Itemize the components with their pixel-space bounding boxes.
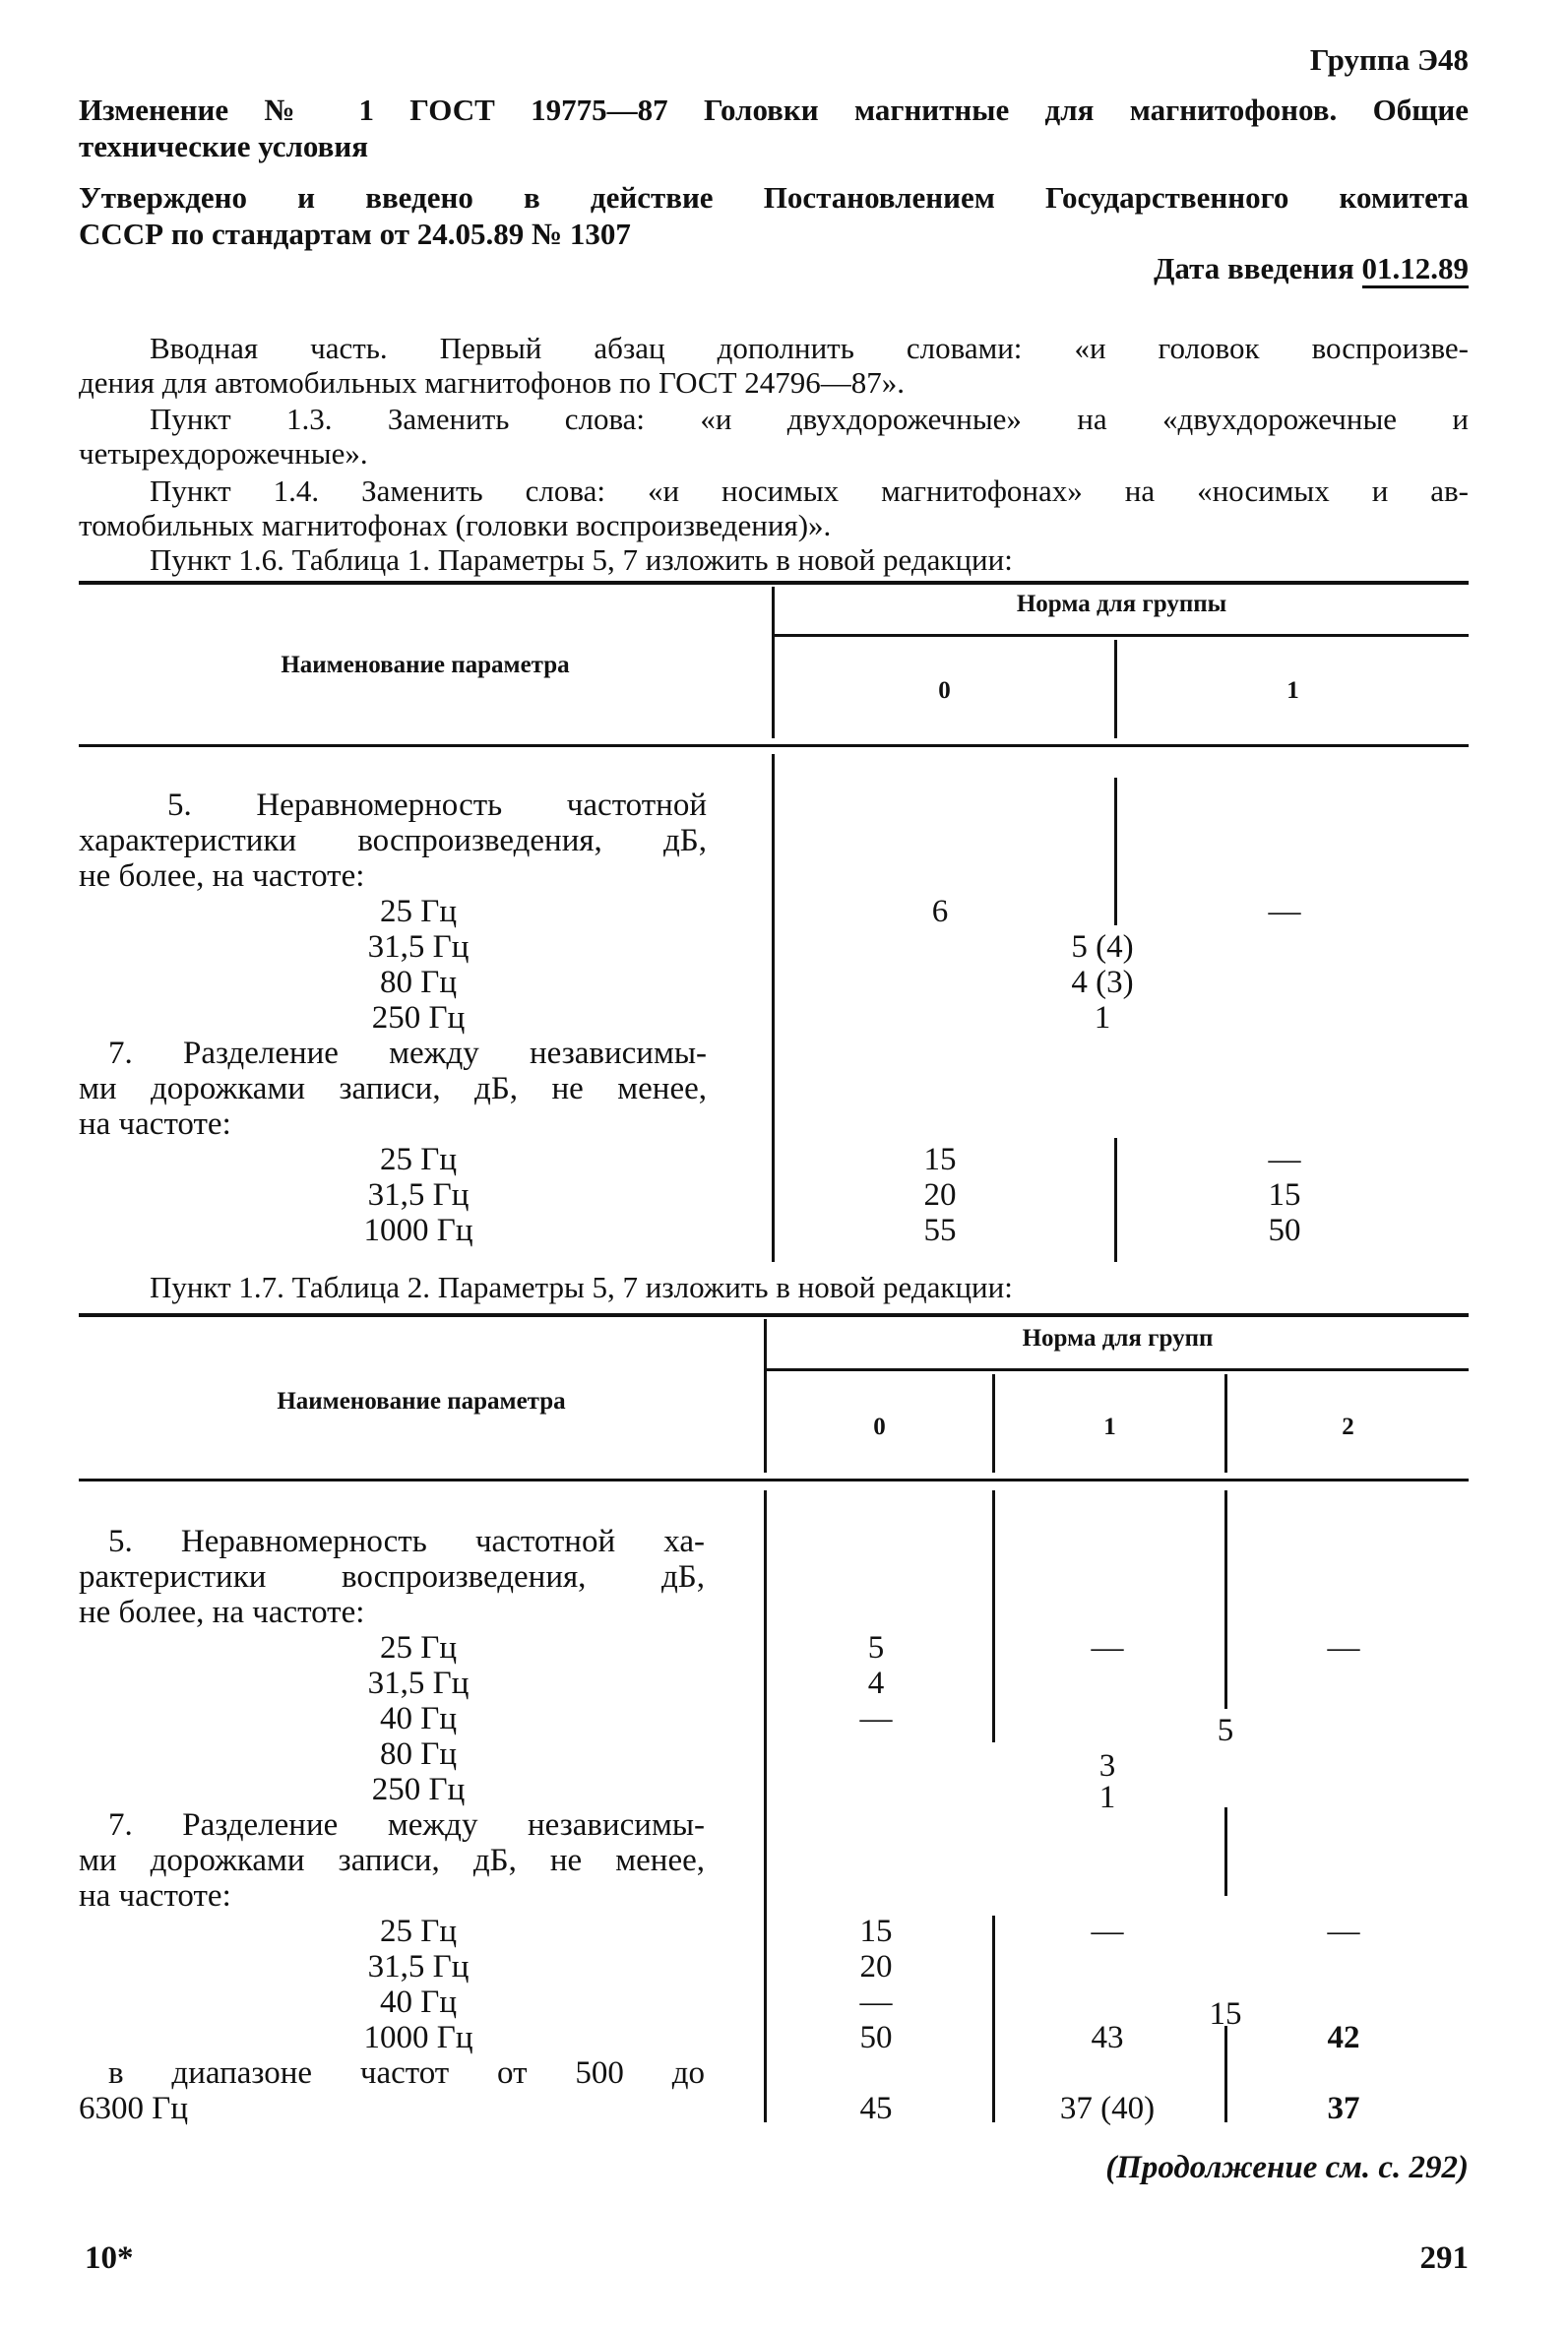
t2-p5-31-g0: 4 — [867, 1666, 885, 1701]
t1-p5-line3: не более, на частоте: — [79, 858, 365, 894]
t1-p7-25-g1: — — [1268, 1142, 1301, 1177]
t2-p5-freq-31: 31,5 Гц — [367, 1666, 470, 1701]
t2-p5-freq-80: 80 Гц — [380, 1736, 457, 1772]
table2-norm-rule — [766, 1368, 1469, 1371]
effective-date-label: Дата введения — [1154, 251, 1354, 285]
t2-p7-1000-g0: 50 — [859, 2020, 893, 2055]
t2-range-g0: 45 — [859, 2091, 893, 2126]
approval-line-1: Утверждено и введено в действие Постановлением Государственного комитета — [79, 180, 1469, 215]
change-title: Изменение № 1 ГОСТ 19775—87 Головки магнитные для магнитофонов. Общие — [79, 93, 1469, 127]
t1-p5-line1: 5. Неравномерность частотной — [167, 788, 707, 823]
t2-range-line2: 6300 Гц — [79, 2091, 188, 2126]
page-number: 291 — [1419, 2240, 1469, 2276]
t2-p5-25-g1: — — [1091, 1630, 1124, 1666]
table1-g1-vline-a — [1114, 778, 1117, 925]
t2-p7-line2: ми дорожками записи, дБ, не менее, — [79, 1843, 705, 1878]
t1-p5-freq-25: 25 Гц — [380, 894, 457, 929]
para-intro-l2: дения для автомобильных магнитофонов по ГОСТ 24796—87». — [79, 365, 906, 400]
t1-p5-line2: характеристики воспроизведения, дБ, — [79, 823, 707, 858]
table1-col-norm: Норма для группы — [1016, 591, 1227, 617]
t2-p7-line1: 7. Разделение между независимы- — [108, 1807, 705, 1843]
table2-col-name: Наименование параметра — [277, 1388, 566, 1415]
t2-p7-freq-40: 40 Гц — [380, 1985, 457, 2020]
t2-p5-250-merged: 1 — [1098, 1780, 1116, 1815]
table1-col-name: Наименование параметра — [281, 652, 570, 678]
group-code: Группа Э48 — [1309, 42, 1469, 77]
t1-p5-250-merged: 1 — [1094, 1000, 1111, 1036]
table2-g2-vline-b — [1224, 1807, 1227, 1896]
table1-g1-vline-b — [1114, 1138, 1117, 1262]
table1-body-vline — [772, 754, 775, 1262]
approval-line-2: СССР по стандартам от 24.05.89 № 1307 — [79, 217, 631, 251]
t2-p7-25-g1: — — [1091, 1914, 1124, 1949]
para-intro-l1: Вводная часть. Первый абзац дополнить словами: «и головок воспроизве- — [150, 331, 1469, 365]
table2-g1-vline-a — [992, 1490, 995, 1742]
table2-group-1: 1 — [1103, 1414, 1116, 1440]
para-1-4-l1: Пункт 1.4. Заменить слова: «и носимых магнитофонах» на «носимых и ав- — [150, 473, 1469, 508]
effective-date-value: 01.12.89 — [1362, 251, 1470, 288]
t2-p7-40-merged: 15 — [1209, 1996, 1242, 2032]
table2-body-vline — [764, 1490, 767, 2122]
change-title-cont: технические условия — [79, 129, 369, 163]
t1-p7-line3: на частоте: — [79, 1106, 231, 1142]
t1-p7-1000-g0: 55 — [923, 1213, 957, 1248]
t2-p7-line3: на частоте: — [79, 1878, 231, 1914]
t1-p5-25-g1: — — [1268, 894, 1301, 929]
t2-p5-80-merged: 3 — [1098, 1748, 1116, 1784]
t2-p5-40-merged: 5 — [1217, 1713, 1234, 1748]
t2-p5-freq-250: 250 Гц — [371, 1772, 466, 1807]
table1-group-0: 0 — [938, 677, 951, 704]
t2-range-g1: 37 (40) — [1059, 2091, 1156, 2126]
t2-p5-line1: 5. Неравномерность частотной ха- — [108, 1524, 705, 1559]
effective-date — [886, 252, 1469, 285]
t1-p7-31-g1: 15 — [1268, 1177, 1301, 1213]
t2-p7-25-g0: 15 — [859, 1914, 893, 1949]
t1-p5-80-merged: 4 (3) — [1071, 965, 1134, 1000]
t1-p5-25-g0: 6 — [931, 894, 949, 929]
t2-p7-1000-g2: 42 — [1327, 2020, 1360, 2055]
table1-norm-rule — [774, 634, 1469, 637]
t2-p7-40-g0: — — [859, 1985, 893, 2020]
table2-col-norm: Норма для групп — [1022, 1325, 1214, 1352]
t2-p5-25-g0: 5 — [867, 1630, 885, 1666]
t2-p5-line2: рактеристики воспроизведения, дБ, — [79, 1559, 705, 1595]
table2-header-rule — [79, 1479, 1469, 1481]
t2-p5-freq-25: 25 Гц — [380, 1630, 457, 1666]
t2-p7-freq-25: 25 Гц — [380, 1914, 457, 1949]
t1-p7-freq-31: 31,5 Гц — [367, 1177, 470, 1213]
page-mark: 10* — [85, 2240, 134, 2276]
para-1-4-l2: томобильных магнитофонах (головки воспроизведения)». — [79, 508, 832, 542]
table2-g2-vline-c — [1224, 2026, 1227, 2122]
t1-p5-freq-250: 250 Гц — [371, 1000, 466, 1036]
t1-p5-31-merged: 5 (4) — [1071, 929, 1134, 965]
t1-p7-freq-1000: 1000 Гц — [363, 1213, 473, 1248]
table1-header-rule — [79, 744, 1469, 747]
table2-group-0: 0 — [873, 1414, 886, 1440]
t2-range-g2: 37 — [1327, 2091, 1360, 2126]
t1-p5-freq-31: 31,5 Гц — [367, 929, 470, 965]
para-1-3-l2: четырехдорожечные». — [79, 436, 368, 471]
t2-p7-1000-g1: 43 — [1091, 2020, 1124, 2055]
t2-p5-25-g2: — — [1327, 1630, 1360, 1666]
t2-p7-freq-1000: 1000 Гц — [363, 2020, 473, 2055]
t1-p7-freq-25: 25 Гц — [380, 1142, 457, 1177]
t1-p5-freq-80: 80 Гц — [380, 965, 457, 1000]
t1-p7-line2: ми дорожками записи, дБ, не менее, — [79, 1071, 707, 1106]
t1-p7-31-g0: 20 — [923, 1177, 957, 1213]
continuation-note: (Продолжение см. с. 292) — [1105, 2150, 1469, 2185]
table1-top-rule — [79, 581, 1469, 585]
t2-p7-freq-31: 31,5 Гц — [367, 1949, 470, 1985]
table1-group-1: 1 — [1286, 677, 1299, 704]
t1-p7-line1: 7. Разделение между независимы- — [108, 1036, 707, 1071]
t2-p7-31-g0: 20 — [859, 1949, 893, 1985]
table2-g2-vline-a — [1224, 1490, 1227, 1709]
t1-p7-25-g0: 15 — [923, 1142, 957, 1177]
t2-p5-line3: не более, на частоте: — [79, 1595, 365, 1630]
table2-top-rule — [79, 1313, 1469, 1317]
t2-p5-freq-40: 40 Гц — [380, 1701, 457, 1736]
para-1-7: Пункт 1.7. Таблица 2. Параметры 5, 7 изложить в новой редакции: — [150, 1270, 1013, 1304]
t2-range-line1: в диапазоне частот от 500 до — [108, 2055, 705, 2091]
t1-p7-1000-g1: 50 — [1268, 1213, 1301, 1248]
table2-g1-vline-b — [992, 1916, 995, 2122]
para-1-3-l1: Пункт 1.3. Заменить слова: «и двухдорожечные» на «двухдорожечные и — [150, 402, 1469, 436]
t2-p5-40-g0: — — [859, 1701, 893, 1736]
table2-group-2: 2 — [1342, 1414, 1354, 1440]
para-1-6: Пункт 1.6. Таблица 1. Параметры 5, 7 изложить в новой редакции: — [150, 542, 1013, 577]
t2-p7-25-g2: — — [1327, 1914, 1360, 1949]
